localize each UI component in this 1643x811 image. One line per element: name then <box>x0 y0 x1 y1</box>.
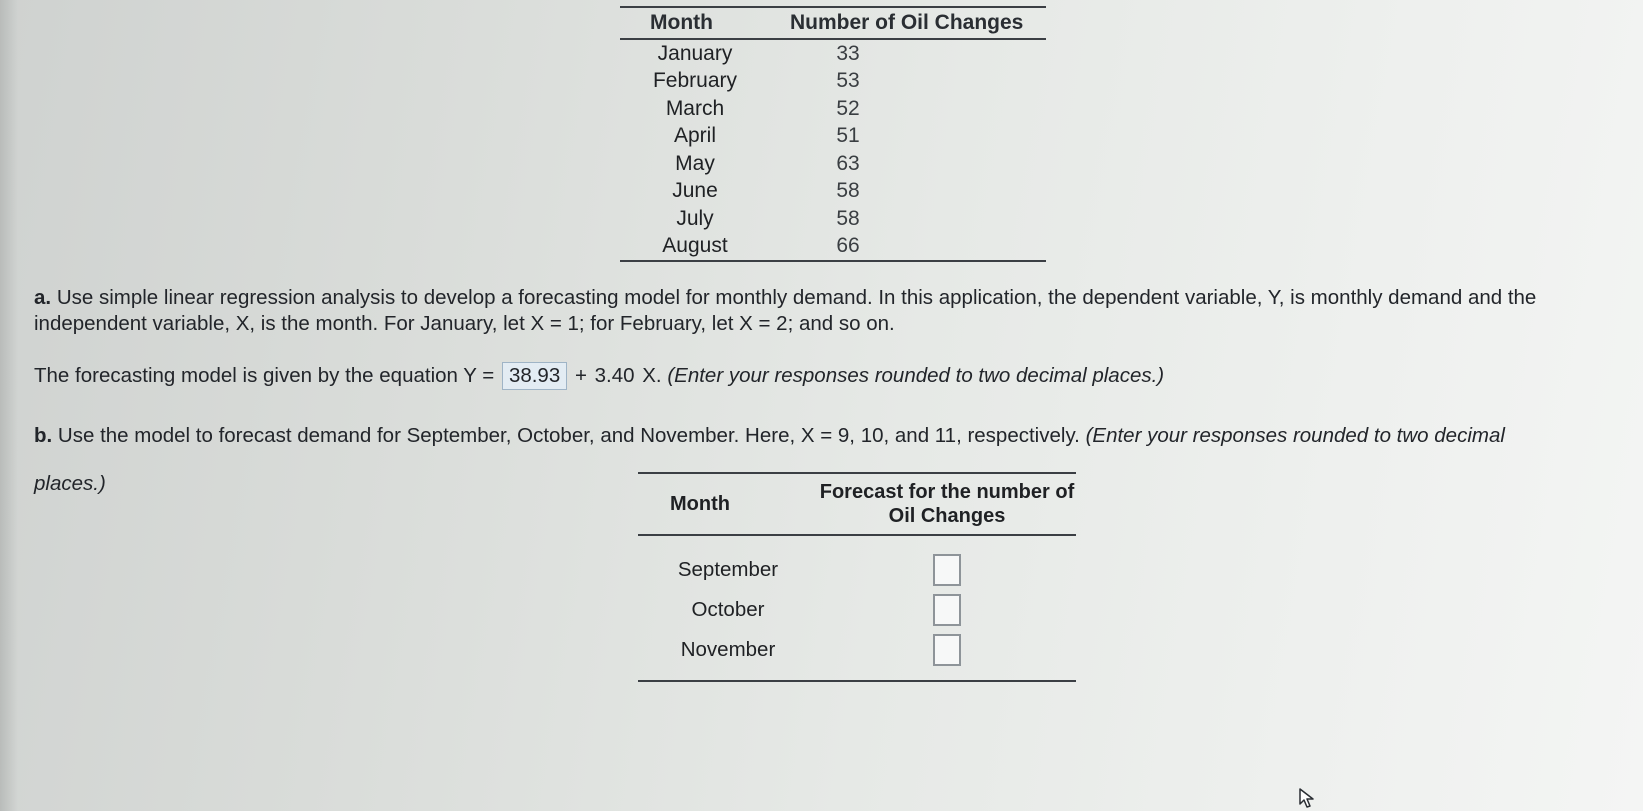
data-table-header <box>620 8 1046 40</box>
count-cell: 58 <box>836 206 860 230</box>
table-row <box>620 205 1046 233</box>
part-b-line1 <box>34 424 1505 448</box>
part-a-line2: independent variable, X, is the month. For January, let X = 1; for February, let X = 2; and so on. <box>34 312 895 335</box>
table-row <box>620 178 1046 206</box>
oil-changes-data-table <box>620 6 1046 262</box>
month-cell: July <box>676 206 714 230</box>
forecast-table-header <box>638 474 1076 536</box>
forecast-table <box>638 472 1076 682</box>
table-row <box>620 95 1046 123</box>
november-forecast-input[interactable] <box>933 634 961 666</box>
part-b-instruction-line1: (Enter your responses rounded to two decimal <box>1085 424 1505 447</box>
count-cell: 52 <box>836 96 860 120</box>
equation-suffix: X. <box>642 364 662 387</box>
oil-changes-column-header: Number of Oil Changes <box>790 11 1024 34</box>
part-b-instruction-line2: places.) <box>34 472 106 495</box>
forecast-value-header <box>818 480 1076 528</box>
part-b-label: b. <box>34 424 53 447</box>
month-cell: February <box>652 69 738 93</box>
table-row <box>620 233 1046 261</box>
month-cell: May <box>675 151 715 175</box>
table-row <box>620 150 1046 178</box>
month-cell: March <box>665 96 725 120</box>
slope-input[interactable]: 3.40 <box>594 364 635 387</box>
table-row <box>638 630 1076 670</box>
mouse-pointer-icon <box>1298 788 1316 808</box>
count-cell: 33 <box>836 41 860 65</box>
part-a-text-line1: Use simple linear regression analysis to develop a forecasting model for monthly demand. In this application, the dependent variable, Y, is monthly demand and the <box>56 286 1537 309</box>
month-cell: April <box>673 124 716 148</box>
intercept-input[interactable]: 38.93 <box>502 362 567 390</box>
part-a-instruction: (Enter your responses rounded to two decimal places.) <box>667 364 1165 387</box>
part-a-label: a. <box>34 286 52 309</box>
october-forecast-input[interactable] <box>933 594 961 626</box>
table-row <box>620 123 1046 151</box>
forecast-month-cell: September <box>677 558 779 581</box>
month-cell: June <box>672 179 718 203</box>
month-column-header: Month <box>650 11 713 34</box>
september-forecast-input[interactable] <box>933 554 961 586</box>
forecast-header-line1: Forecast for the number of <box>819 481 1075 503</box>
table-row <box>620 68 1046 96</box>
count-cell: 51 <box>836 124 860 148</box>
forecast-value-cell <box>818 554 1076 586</box>
count-cell: 63 <box>836 151 860 175</box>
count-cell: 66 <box>836 234 860 258</box>
month-cell: January <box>657 41 733 65</box>
forecast-value-cell <box>818 594 1076 626</box>
month-cell: August <box>662 234 728 258</box>
forecast-month-header: Month <box>670 492 730 515</box>
table-row <box>620 40 1046 68</box>
forecast-month-cell: November <box>680 638 776 661</box>
table-row <box>638 550 1076 590</box>
page-edge <box>0 0 18 811</box>
count-cell: 58 <box>836 179 860 203</box>
plus-sign: + <box>574 364 587 387</box>
forecast-month-cell: October <box>691 598 765 621</box>
part-b-text: Use the model to forecast demand for September, October, and November. Here, X = 9, 10, and 11, respectively. <box>57 424 1080 447</box>
part-a-line1 <box>34 286 1536 310</box>
forecast-value-cell <box>818 634 1076 666</box>
equation-line <box>34 362 1164 390</box>
equation-prefix: The forecasting model is given by the equation Y = <box>34 364 495 387</box>
table-row <box>638 590 1076 630</box>
forecast-header-line2: Oil Changes <box>888 505 1006 527</box>
forecast-table-body <box>638 536 1076 682</box>
count-cell: 53 <box>836 69 860 93</box>
